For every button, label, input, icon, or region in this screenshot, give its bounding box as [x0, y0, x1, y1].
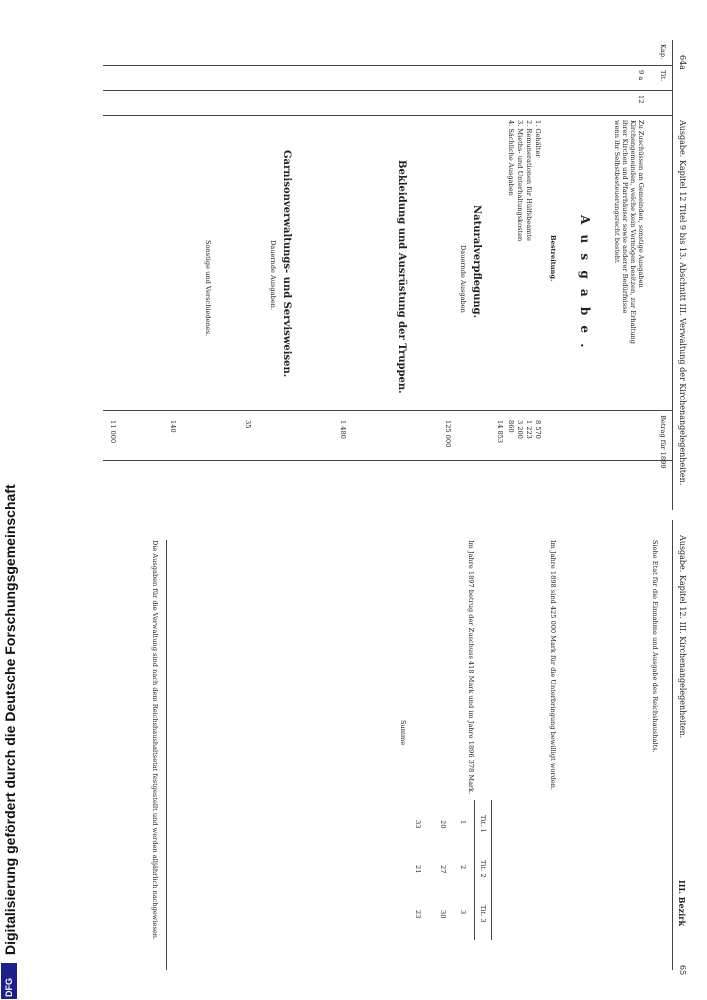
small-table-cell: 2 — [459, 865, 467, 870]
section-naturalverpflegung: Naturalverpflegung. — [471, 205, 482, 319]
row-text: Kirchengemeinden, welche kein Vermögen besitzen, zur Erhaltung — [629, 120, 637, 344]
right-note-summe: Summe — [399, 720, 407, 746]
sum-amount: 35 — [244, 420, 252, 429]
dfg-credit-text: Digitalisierung gefördert durch die Deutsche Forschungsgemeinschaft — [2, 484, 18, 955]
right-section-label: III. Bezirk — [677, 880, 687, 926]
small-table-cell: 21 — [414, 865, 422, 874]
section-bestreitung: Bestreitung. — [549, 235, 557, 282]
column-rule — [103, 410, 673, 411]
dfg-logo-text: DFG — [4, 978, 14, 997]
column-rule — [103, 460, 673, 461]
column-rule — [103, 65, 673, 66]
item-amount: 1 223 — [525, 420, 533, 439]
col-head-tit: Tit. — [659, 70, 667, 82]
section-dauernde: Dauernde Ausgaben — [459, 245, 467, 313]
footnote: Die Ausgaben für die Verwaltung sind nach dem Reichshaushaltsetat festgestellt und werden alljährlich nachgewiesen. — [151, 540, 159, 941]
column-rule — [103, 115, 673, 116]
row-text: ihrer Kirchen und Pfarrhäuser sowie anderer Bedürfnisse — [621, 120, 629, 314]
section-bekleidung: Bekleidung und Ausrüstung der Truppen. — [396, 160, 407, 394]
small-table-cell: 30 — [439, 910, 447, 919]
right-note: Im Jahre 1898 sind 425 000 Mark für die Unterbringung bewilligt worden. — [549, 540, 557, 791]
small-table-header: Tit. 2 — [479, 860, 487, 878]
item-label: 1. Gehälter — [534, 120, 542, 158]
small-table-header: Tit. 3 — [479, 905, 487, 923]
item-label: 2. Remunerationen für Hülfsbeamte — [525, 120, 533, 241]
sum-amount: 125 000 — [444, 420, 452, 448]
left-page-number: 64a — [678, 55, 687, 70]
row-no: 9 a — [637, 70, 645, 81]
small-table-cell: 20 — [439, 820, 447, 829]
sum-amount: 140 — [169, 420, 177, 433]
right-header-title: Ausgabe. Kapitel 12. III. Kirchenangelegenheiten. — [678, 535, 687, 739]
row-text: wenn ihr Selbstbesteuerungsrecht besteht — [613, 120, 621, 263]
column-rule — [103, 90, 673, 91]
footnote-rule — [166, 540, 167, 970]
item-amount: 860 — [507, 420, 515, 433]
col-head-kap: Kap. — [659, 44, 667, 60]
small-table-rule — [474, 800, 475, 940]
small-table-cell: 27 — [439, 865, 447, 874]
right-page-number: 65 — [678, 965, 687, 976]
right-note: Im Jahre 1897 betrug der Zuschuss 418 Mark und im Jahre 1896 378 Mark. — [467, 540, 475, 795]
small-table-cell: 3 — [459, 910, 467, 915]
row-title: 12 — [637, 95, 645, 104]
sum-amount: 1 480 — [339, 420, 347, 439]
sum-amount: 11 000 — [109, 420, 117, 444]
section-ausgabe: A u s g a b e . — [578, 215, 592, 351]
small-table-cell: 23 — [414, 910, 422, 919]
small-table-cell: 33 — [414, 820, 422, 829]
section-sonstige: Sonstige und Verschiedenes. — [204, 240, 212, 337]
item-amount: 8 570 — [534, 420, 542, 439]
header-rule-right — [672, 520, 673, 970]
right-note: Siehe Etat für die Einnahme und Ausgabe des Reichshaushalts. — [651, 540, 659, 753]
small-table-header: Tit. 1 — [479, 815, 487, 833]
small-table-cell: 1 — [459, 820, 467, 825]
left-header-title: Ausgabe. Kapitel 12 Titel 9 bis 13. Abschnitt III. Verwaltung der Kirchenangelegenheiten. — [678, 120, 687, 486]
item-label: 4. Sächliche Ausgaben — [507, 120, 515, 196]
section-garnison: Garnisonverwaltungs- und Servisweisen. — [281, 150, 292, 378]
item-amount: 3 200 — [516, 420, 524, 439]
col-head-betrag: Betrag für 1899 — [659, 415, 667, 469]
item-label: 3. Mieths- und Unterhaltungskosten — [516, 120, 524, 242]
header-rule-left — [672, 40, 673, 510]
section-dauernde2: Dauernde Ausgaben. — [269, 240, 277, 310]
dfg-logo-icon — [1, 963, 17, 999]
sum-amount: 14 853 — [496, 420, 504, 444]
small-table-top — [491, 800, 492, 940]
dfg-credit-strip — [0, 0, 18, 1000]
row-text: Zu Zuschüssen an Gemeinden, sonstige Ausgaben — [637, 120, 645, 288]
